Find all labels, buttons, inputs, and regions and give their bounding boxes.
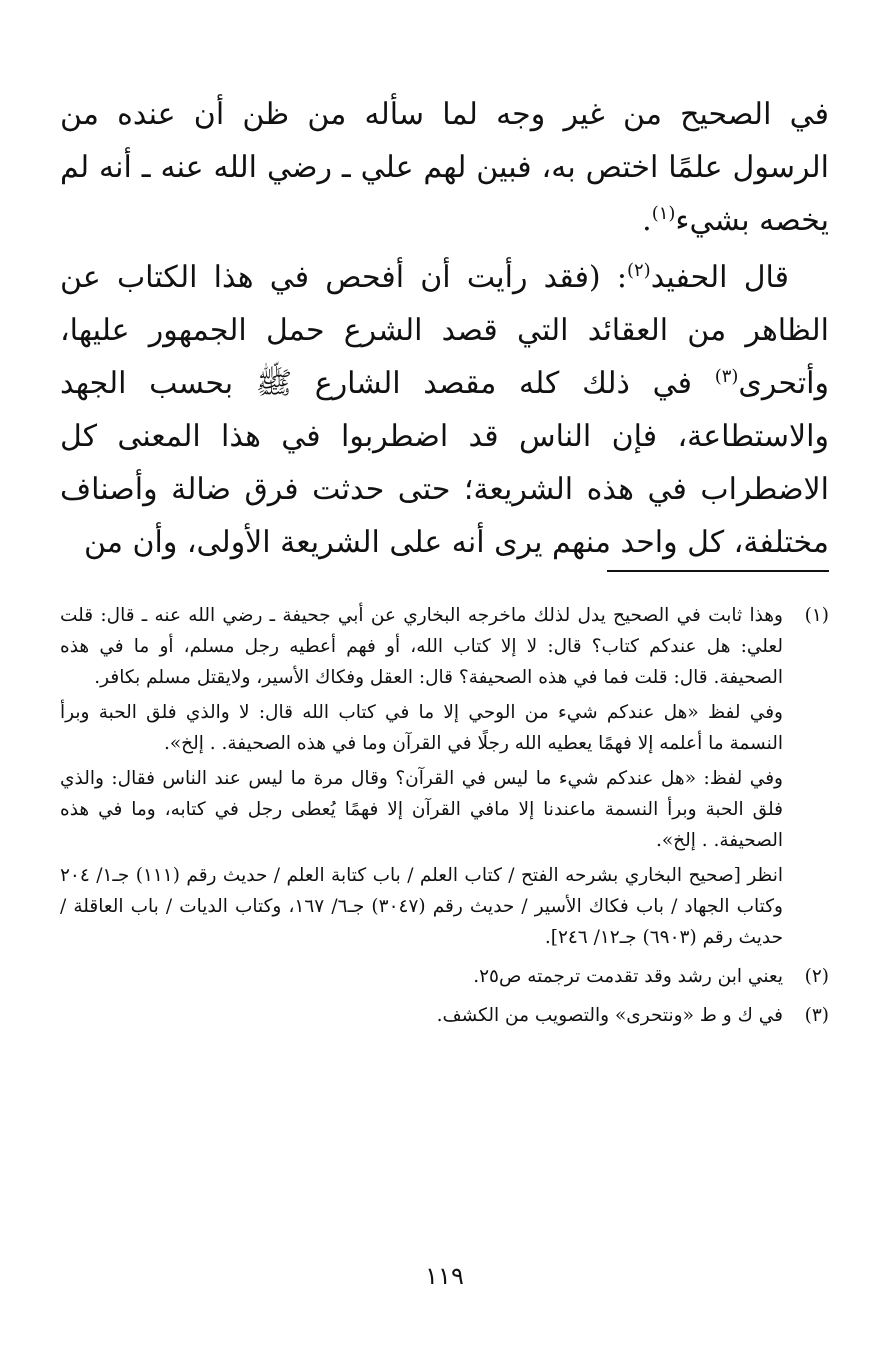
footnote-paragraph: وهذا ثابت في الصحيح يدل لذلك ماخرجه البخاري عن أبي جحيفة ـ رضي الله عنه ـ قال: قلت لعلي: هل عندكم كتاب؟ قال: لا إلا كتاب الله، أو فهم أعطيه رجل مسلم، أو ما في هذه الصحيفة. قال: قلت فما في هذه الصحيفة؟ قال: العقل وفكاك الأسير، ولايقتل مسلم بكافر.: [60, 605, 783, 688]
footnote-paragraph: وفي لفظ «هل عندكم شيء من الوحي إلا ما في كتاب الله قال: لا والذي فلق الحبة وبرأ النسمة ما أعلمه إلا فهمًا يعطيه الله رجلًا في القرآن وما في هذه الصحيفة. . إلخ».: [60, 702, 783, 754]
main-paragraph-2-part-1: : (فقد رأيت أن أفحص في هذا الكتاب عن الظاهر من العقائد التي قصد الشرع حمل الجمهور عليها، وأتحرى: [60, 260, 829, 401]
footnote-2: [60, 961, 829, 996]
main-paragraph-1-end: .: [642, 203, 652, 238]
footnote-number: (١): [804, 605, 829, 626]
footnote-ref-3[interactable]: (٣): [714, 366, 739, 387]
footnote-number: (٢): [804, 966, 829, 987]
footnote-3: [60, 1000, 829, 1035]
footnote-1: [60, 600, 829, 957]
page-number: ١١٩: [425, 1262, 464, 1290]
main-paragraph-2-part-2: في ذلك كله مقصد الشارع ﷺ بحسب الجهد والاستطاعة، فإن الناس قد اضطربوا في هذا المعنى كل الاضطراب في هذه الشريعة؛ حتى حدثت فرق ضالة وأصناف مختلفة، كل واحد منهم يرى أنه على الشريعة الأولى، وأن من: [60, 366, 829, 560]
footnote-paragraph: وفي لفظ: «هل عندكم شيء ما ليس في القرآن؟ وقال مرة ما ليس عند الناس فقال: والذي فلق الحبة وبرأ النسمة ماعندنا إلا مافي القرآن إلا فهمًا يُعطى رجل في كتابه، وما في هذه الصحيفة. . إلخ».: [60, 768, 783, 851]
footnote-paragraph: انظر [صحيح البخاري بشرحه الفتح / كتاب العلم / باب كتابة العلم / حديث رقم (١١١) جـ١/ ٢٠٤ وكتاب الجهاد / باب فكاك الأسير / حديث رقم (٣٠٤٧) جـ٦/ ١٦٧، وكتاب الديات / باب العاقلة / حديث رقم (٦٩٠٣) جـ١٢/ ٢٤٦].: [60, 865, 783, 948]
footnote-paragraph: في ك و ط «ونتحرى» والتصويب من الكشف.: [436, 1005, 783, 1026]
main-text: [60, 88, 829, 569]
footnotes: [60, 600, 829, 1039]
footnote-body: [60, 600, 783, 957]
footnote-ref-2[interactable]: (٢): [626, 260, 651, 281]
footnote-paragraph: يعني ابن رشد وقد تقدمت ترجمته ص٢٥.: [473, 966, 783, 987]
footnote-ref-1[interactable]: (١): [651, 203, 676, 224]
main-paragraph-1-text: في الصحيح من غير وجه لما سأله من ظن أن عنده من الرسول علمًا اختص به، فبين لهم علي ـ رضي الله عنه ـ أنه لم يخصه بشيء: [60, 97, 829, 238]
footnote-number: (٣): [804, 1005, 829, 1026]
footnote-body: [60, 961, 783, 996]
main-paragraph-2-lead: قال الحفيد: [650, 260, 789, 295]
footnote-body: [60, 1000, 783, 1035]
footnote-separator: [607, 570, 829, 572]
main-paragraph-1: [60, 88, 829, 247]
main-paragraph-2: [60, 251, 829, 569]
